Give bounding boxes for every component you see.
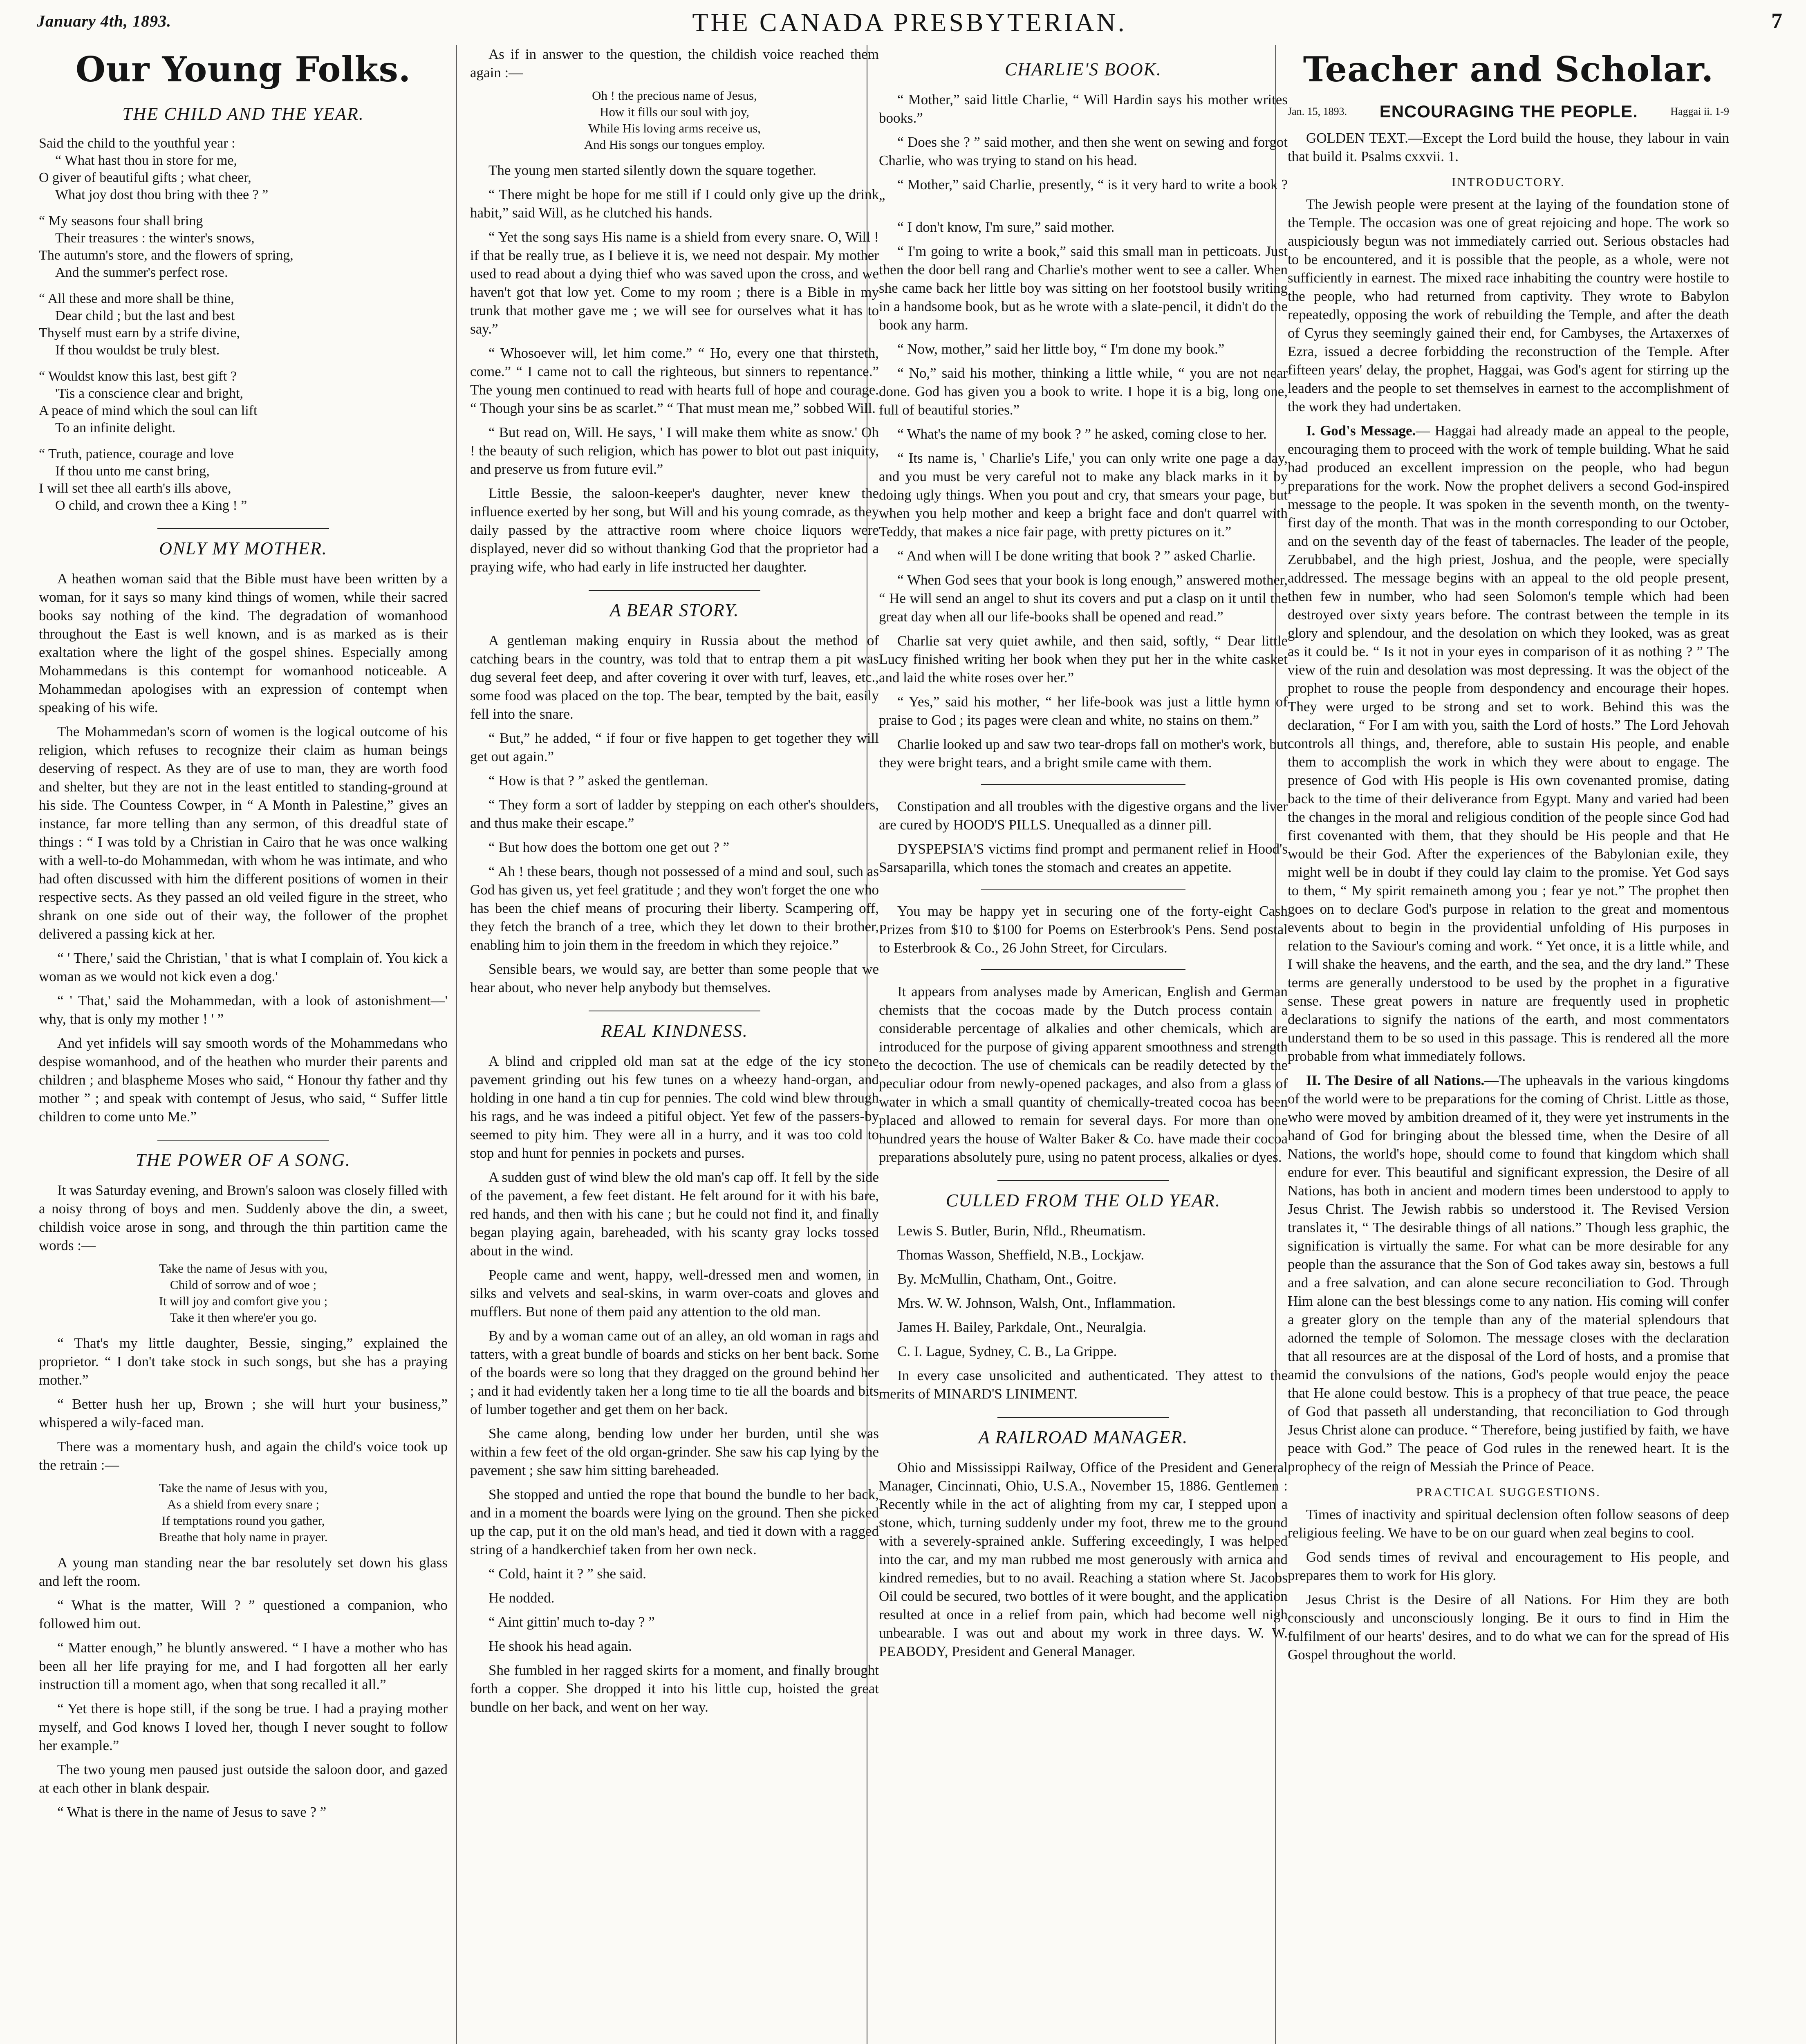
poem-stanza xyxy=(39,368,448,437)
column-3 xyxy=(879,45,1288,2044)
column-rule xyxy=(456,45,457,2044)
advert-esterbrook: You may be happy yet in securing one of the forty-eight Cash Prizes from $10 to $100 for Poems on Esterbrook's Pens. Send postal to Esterbrook & Co., 26 John Street, for Circulars. xyxy=(879,903,1288,956)
hymn-line: Breathe that holy name in prayer. xyxy=(159,1530,328,1544)
hymn-verse xyxy=(39,1260,448,1326)
paragraph: Sensible bears, we would say, are better than some people that we hear about, who never help anybody but themselves. xyxy=(470,961,879,995)
paragraph: A blind and crippled old man sat at the edge of the icy stone pavement grinding out his few tunes on a wheezy hand-organ, and holding in one hand a tin cup for pennies. The cold wind blew through his rags, and he was indeed a pitiful object. Yet few of the passers-by seemed to pity him. They were all in a hurry, and it was too cold to stop and hunt for pennies in pockets and purses. xyxy=(470,1053,879,1161)
paragraph: It was Saturday evening, and Brown's saloon was closely filled with a noisy throng of boys and men. Suddenly above the din, a sweet, childish voice arose in song, and through the thin partition came the words :— xyxy=(39,1182,448,1253)
hymn-line: Oh ! the precious name of Jesus, xyxy=(592,88,757,103)
paragraph: “ How is that ? ” asked the gentleman. xyxy=(488,773,708,789)
testimonial-line: Thomas Wasson, Sheffield, N.B., Lockjaw. xyxy=(897,1247,1145,1263)
paragraph: By and by a woman came out of an alley, an old woman in rags and tatters, with a great bundle of boards and sticks on her bent back. Some of the boards were so long that they dragged on the ground behind her ; and it had evidently taken her a long time to tie all the boards and bits of lumber together and get them on her back. xyxy=(470,1328,879,1417)
poem-line: Their treasures : the winter's snows, xyxy=(55,231,255,246)
paragraph: “ Yet there is hope still, if the song be true. I had a praying mother myself, and God knows I loved her, though I never sought to follow her example.” xyxy=(39,1701,448,1753)
testimonial-line: Mrs. W. W. Johnson, Walsh, Ont., Inflammation. xyxy=(897,1295,1176,1311)
testimonial-line: James H. Bailey, Parkdale, Ont., Neuralgia. xyxy=(897,1319,1147,1335)
hymn-line: While His loving arms receive us, xyxy=(588,121,761,135)
paragraph: Ohio and Mississippi Railway, Office of the President and General Manager, Cincinnati, Ohio, U.S.A., November 15, 1886. Gentlemen : Recently while in the act of alighting from my car, I stepped upon a stone, which, turning suddenly under my foot, threw me to the ground with a severely-sprained ankle. Suffering exceedingly, I was helped into the car, and my man rubbed me most generously with arnica and kindred remedies, but to no avail. Reaching a station where St. Jacobs Oil could be secured, two bottles of it were bought, and the application resulted at once in a relief from pain, which had become well nigh unbearable. I was out and about my work in three days. W. W. PEABODY, President and General Manager. xyxy=(879,1459,1288,1659)
paragraph: “ Better hush her up, Brown ; she will hurt your business,” whispered a wily-faced man. xyxy=(39,1396,448,1430)
paragraph: “ Yes,” said his mother, “ her life-book was just a little hymn of praise to God ; its pages were clean and white, no stains on them.” xyxy=(879,694,1288,728)
poem-line: Said the child to the youthful year : xyxy=(39,136,235,151)
paragraph: “ ' That,' said the Mohammedan, with a look of astonishment—' why, that is only my mother ! ' ” xyxy=(39,993,448,1027)
paragraph: “ What is there in the name of Jesus to save ? ” xyxy=(57,1804,327,1820)
poem-stanza xyxy=(39,290,448,359)
poem-line: If thou wouldst be truly blest. xyxy=(55,343,220,358)
lead-in: II. The Desire of all Nations. xyxy=(1306,1072,1485,1088)
paragraph: And yet infidels will say smooth words of the Mohammedans who despise womanhood, and of the heathen who murder their parents and children ; and blaspheme Moses who said, “ Honour thy father and thy mother ” ; and speak with contempt of Jesus, who said, “ Suffer little children to come unto Me.” xyxy=(39,1035,448,1125)
paragraph: “ That's my little daughter, Bessie, singing,” explained the proprietor. “ I don't take stock in such songs, but she has a praying mother.” xyxy=(39,1335,448,1388)
section-heading-teacher-scholar: Teacher and Scholar. xyxy=(1303,49,1714,90)
paragraph: “ What is the matter, Will ? ” questioned a companion, who followed him out. xyxy=(39,1597,448,1632)
paragraph: She stopped and untied the rope that bound the bundle to her back, and in a moment the boards were lying on the ground. Then she picked up the cap, put it on the old man's head, and tied it down with a ragged string of a handkerchief taken from her own neck. xyxy=(470,1486,879,1558)
poem-line: The autumn's store, and the flowers of spring, xyxy=(39,248,294,263)
column-1 xyxy=(39,45,448,2044)
hymn-line: If temptations round you gather, xyxy=(161,1513,325,1528)
paragraph-body: —The upheavals in the various kingdoms of the world were to be preparations for the coming of Christ. Little as those, who were moved by ambition dreamed of it, they were yet instruments in the hand of God for bringing about the blessed time, when the Desire of all Nations, the world's hope, should come to found that kingdom which shall endure for ever. This beautiful and significant expression, the Desire of all Nations, has both in ancient and modern times been understood to apply to Jesus Christ. The Jewish rabbis so understood it. The Revised Version translates it, “ The desirable things of all nations.” Though less graphic, the signification is virtually the same. For what can be more desirable for any people than the assurance that the Son of God takes away sin, bestows a full and a free salvation, and can alone secure reconciliation to God. Through Him alone can the best blessings come to any nation. His coming will confer a greater glory on the temple than any of the material splendours that adorned the temple of Solomon. The message closes with the declaration that all resources are at the disposal of the Lord of hosts, and a promise that amid the convulsions of the nations, God's people would enjoy the peace that He alone could bestow. This is a prophecy of that true peace, the peace of God that passeth all understanding, that reconciliation to God through Jesus Christ alone can produce. “ Therefore, being justified by faith, we have peace with God.” The peace of God rules in the renewed heart. It is the prophecy of the reign of Messiah the Prince of Peace. xyxy=(1288,1072,1729,1475)
paragraph: “ ' There,' said the Christian, ' that is what I complain of. You kick a woman as we would not kick even a dog.' xyxy=(39,950,448,984)
paragraph: Times of inactivity and spiritual declension often follow seasons of deep religious feeling. We have to be on our guard when zeal begins to cool. xyxy=(1288,1506,1729,1541)
paragraph: There was a momentary hush, and again the child's voice took up the retrain :— xyxy=(39,1439,448,1473)
paragraph: People came and went, happy, well-dressed men and women, in silks and velvets and seal-skins, in warm over-coats and gloves and mufflers. But none of them paid any attention to the old man. xyxy=(470,1267,879,1320)
section-heading-young-folks: Our Young Folks. xyxy=(75,49,411,90)
paragraph: The Mohammedan's scorn of women is the logical outcome of his religion, which refuses to recognize their claim as human beings deserving of respect. As they are of use to man, they are worth food and shelter, but they are not in the least entitled to standing-ground at his side. The Countess Cowper, in “ A Month in Palestine,” gives an instance, far more telling than any sermon, of this dreadful state of things : “ I was told by a Christian in Cairo that he was once walking with a well-to-do Mohammedan, with whom he was intimate, and who had often discussed with him the different positions of women in their respective sects. As they passed an old veiled figure in the street, who shrank on one side out of their way, the follower of the prophet delivered a passing kick at her. xyxy=(39,724,448,942)
lesson-title: ENCOURAGING THE PEOPLE. xyxy=(1379,102,1638,121)
hymn-line: It will joy and comfort give you ; xyxy=(159,1294,328,1308)
paragraph: “ They form a sort of ladder by stepping on each other's shoulders, and thus make their escape.” xyxy=(470,797,879,831)
issue-date: January 4th, 1893. xyxy=(37,12,172,30)
paragraph xyxy=(1288,421,1729,1065)
poem-line: If thou unto me canst bring, xyxy=(55,464,210,479)
paragraph-body: — Haggai had already made an appeal to the people, encouraging them to proceed with the work of temple building. What he said had produced an excellent impression on the people, who had begun preparations for the work. Now the prophet delivers a second God-inspired message to the people. It was spoken in the seventh month, on the twenty-first day of the month. That was in the month corresponding to our October, and on the seventh day of the feast of tabernacles. The leader of the people, Zerubbabel, and the high priest, Joshua, and the people, were specially addressed. The message begins with an appeal to the old people present, then few in number, who had seen Solomon's temple which had been destroyed over sixty years before. The contrast between the temple in its glory and splendour, and the desolation on which they looked, was as great as it could be. “ Is it not in your eyes in comparison of it as nothing ? ” The view of the ruin and desolation was most depressing. It was the object of the prophet to rouse the people from despondency and encourage their hopes. They were urged to be strong and set to work. Behind this was the declaration, “ For I am with you, saith the Lord of hosts.” The Lord Jehovah controls all things, and, therefore, able to sustain His people, and enable them to accomplish the work in which they were about to engage. The presence of God with His people is His own covenanted promise, dating back to the time of their deliverance from Egypt. Many and varied had been the changes in the moral and religious condition of the people since God had first covenanted with them, that they should be His people and that He would be their God. After the experiences of the Babylonian exile, they might well be in doubt if they could lay claim to the promise. Yet God says to them, “ My spirit remaineth among you ; fear ye not.” The prophet then goes on to declare God's purpose in relation to the great and momentous events about to begin in the providential unfolding of His purposes in relation to the Saviour's coming and work. “ Yet once, it is a little while, and I will shake the heavens, and the earth, and the sea, and the dry land.” These terms are generally understood to be used by the prophet in a figurative sense. These great powers in nature are frequently used in prophetic declarations to signify the nations of the earth, and most commentators understand them to be so used in this passage. This is rendered all the more probable from what immediately follows. xyxy=(1288,423,1729,1064)
paragraph: Little Bessie, the saloon-keeper's daughter, never knew the influence exerted by her song, but Will and his young comrade, as they daily passed by the attractive room where choice liquors were displayed, never did so without thanking God that the proprietor had a praying wife, who had early in life instructed her daughter. xyxy=(470,485,879,575)
paragraph: “ Matter enough,” he bluntly answered. “ I have a mother who has been all her life praying for me, and I had forgotten all her early instruction till a moment ago, when that song recalled it all.” xyxy=(39,1640,448,1692)
poem-line: Thyself must earn by a strife divine, xyxy=(39,325,240,341)
page-number: 7 xyxy=(1771,9,1782,33)
divider xyxy=(981,784,1185,785)
article-title: ONLY MY MOTHER. xyxy=(39,528,448,559)
article-title: REAL KINDNESS. xyxy=(470,1011,879,1041)
poem-line: And the summer's perfect rose. xyxy=(55,265,228,280)
hymn-line: Take it then where'er you go. xyxy=(170,1310,317,1325)
poem-line: What joy dost thou bring with thee ? ” xyxy=(55,187,269,202)
paragraph: “ But,” he added, “ if four or five happen to get together they will get out again.” xyxy=(470,730,879,764)
poem-line: I will set thee all earth's ills above, xyxy=(39,481,231,496)
poem-line: O giver of beautiful gifts ; what cheer, xyxy=(39,170,251,185)
paragraph: A gentleman making enquiry in Russia about the method of catching bears in the country, was told that to entrap them a pit was dug several feet deep, and after covering it over with turf, leaves, etc., some food was placed on the top. The bear, tempted by the bait, easily fell into the snare. xyxy=(470,632,879,722)
subheading: PRACTICAL SUGGESTIONS. xyxy=(1416,1486,1601,1499)
golden-text: GOLDEN TEXT.—Except the Lord build the house, they labour in vain that build it. Psalms cxxvii. 1. xyxy=(1288,130,1729,164)
divider xyxy=(981,969,1185,970)
article-title: A BEAR STORY. xyxy=(470,590,879,621)
paragraph: “ But read on, Will. He says, ' I will make them white as snow.' Oh ! the beauty of such religion, which has power to blot out past iniquity, and preserve us from future evil.” xyxy=(470,424,879,477)
paragraph: A young man standing near the bar resolutely set down his glass and left the room. xyxy=(39,1555,448,1589)
paragraph: “ Its name is, ' Charlie's Life,' you can only write one page a day, and you must be very careful not to make any black marks in it by doing ugly things. When you pout and cry, that smears your page, but when you help mother and keep a bright face and don't quarrel with Teddy, that makes a nice fair page, with pretty pictures on it.” xyxy=(879,450,1288,540)
paragraph xyxy=(1288,1071,1729,1476)
paragraph: Jesus Christ is the Desire of all Nations. For Him they are both consciously and unconsciously longing. Be it ours to find in Him the fulfilment of our hearts' desires, and to do what we can for the spread of His Gospel throughout the world. xyxy=(1288,1591,1729,1663)
column-4 xyxy=(1288,45,1729,2044)
poem-line: “ All these and more shall be thine, xyxy=(39,291,234,306)
paragraph: “ What's the name of my book ? ” he asked, coming close to her. xyxy=(897,426,1267,442)
advert-hoods-pills: Constipation and all troubles with the digestive organs and the liver are cured by HOOD'S PILLS. Unequalled as a dinner pill. xyxy=(879,798,1288,833)
poem-line: A peace of mind which the soul can lift xyxy=(39,403,258,418)
poem-stanza xyxy=(39,135,448,204)
advert-hoods-sarsaparilla: DYSPEPSIA'S victims find prompt and permanent relief in Hood's Sarsaparilla, which tones the stomach and creates an appetite. xyxy=(879,841,1288,875)
paragraph: “ Does she ? ” said mother, and then she went on sewing and forgot Charlie, who was trying to stand on his head. xyxy=(879,134,1288,168)
paragraph: God sends times of revival and encouragement to His people, and prepares them to work for His glory. xyxy=(1288,1549,1729,1583)
hymn-line: Child of sorrow and of woe ; xyxy=(170,1278,317,1292)
poem-line: “ Wouldst know this last, best gift ? xyxy=(39,369,237,384)
paragraph: “ I don't know, I'm sure,” said mother. xyxy=(897,219,1115,235)
subheading: INTRODUCTORY. xyxy=(1452,175,1565,189)
testimonial-line: By. McMullin, Chatham, Ont., Goitre. xyxy=(897,1271,1117,1287)
paragraph: “ I'm going to write a book,” said this small man in petticoats. Just then the door bell rang and Charlie's mother went to see a caller. When she came back her little boy was sitting on her footstool busily writing in a handsome book, but as he wrote with a slate-pencil, it didn't do the book any harm. xyxy=(879,243,1288,333)
paragraph: “ Whosoever will, let him come.” “ Ho, every one that thirsteth, come.” “ I came not to call the righteous, but sinners to repentance.” The young men continued to read with hearts full of hope and courage. “ Though your sins be as scarlet.” “ That must mean me,” sobbed Will. xyxy=(470,345,879,416)
lesson-reference: Haggai ii. 1-9 xyxy=(1670,105,1729,117)
paragraph: “ When God sees that your book is long enough,” answered mother, “ He will send an angel to shut its covers and put a clasp on it until the great day when all our life-books shall be opened and read.” xyxy=(879,572,1288,625)
article-title: A RAILROAD MANAGER. xyxy=(879,1417,1288,1448)
divider xyxy=(981,889,1185,890)
poem-line: 'Tis a conscience clear and bright, xyxy=(55,386,243,401)
paragraph: “ Cold, haint it ? ” she said. xyxy=(488,1566,646,1582)
poem-line: “ My seasons four shall bring xyxy=(39,213,203,229)
paragraph: “ Mother,” said little Charlie, “ Will Hardin says his mother writes books.” xyxy=(879,92,1288,126)
article-title: THE POWER OF A SONG. xyxy=(39,1140,448,1170)
hymn-verse xyxy=(470,87,879,153)
paragraph: “ Ah ! these bears, though not possessed of a mind and soul, such as God has given us, yet feel gratitude ; and they won't forget the one who has been the chief means of procuring their liberty. Scampering off, they fetch the branch of a tree, which they let down to their brother, enabling him to join them in the freedom in which they rejoice.” xyxy=(470,863,879,953)
lead-in: I. God's Message. xyxy=(1306,423,1416,439)
testimonial-line: Lewis S. Butler, Burin, Nfld., Rheumatism. xyxy=(897,1223,1146,1239)
paragraph: “ Aint gittin' much to-day ? ” xyxy=(488,1614,655,1630)
hymn-line: And His songs our tongues employ. xyxy=(584,137,765,152)
paragraph: “ There might be hope for me still if I could only give up the drink habit,” said Will, as he clutched his hands. xyxy=(470,186,879,221)
paragraph: In every case unsolicited and authenticated. They attest to the merits of MINARD'S LINIMENT. xyxy=(879,1367,1288,1402)
masthead xyxy=(37,7,1782,36)
paragraph: “ Mother,” said Charlie, presently, “ is it very hard to write a book ? ” xyxy=(879,177,1288,211)
paragraph: Charlie looked up and saw two tear-drops fall on mother's work, but they were bright tears, and a bright smile came with them. xyxy=(879,736,1288,771)
paragraph: The Jewish people were present at the laying of the foundation stone of the Temple. The occasion was one of great rejoicing and hope. The work so auspiciously begun was not immediately carried out. Serious obstacles had to be encountered, and it is possible that the people, as a whole, were not sufficiently in earnest. The mixed race inhabiting the country were hostile to the people, who had returned from captivity. They wrote to Babylon repeatedly, opposing the work of rebuilding the Temple, and after the death of Cyrus they seemingly gained their end, for Cambyses, the Artaxerxes of Ezra, issued a decree forbidding the reconstruction of the Temple. After fifteen years' delay, the prophet, Haggai, was God's agent for stirring up the leaders and the people to set themselves in earnest to the accomplishment of the work they had undertaken. xyxy=(1288,196,1729,415)
testimonial-line: C. I. Lague, Sydney, C. B., La Grippe. xyxy=(897,1343,1117,1359)
paragraph: He nodded. xyxy=(488,1590,555,1606)
paragraph: The two young men paused just outside the saloon door, and gazed at each other in blank despair. xyxy=(39,1762,448,1796)
hymn-line: How it fills our soul with joy, xyxy=(600,105,749,119)
advert-cocoa: It appears from analyses made by American, English and German chemists that the cocoas made by the Dutch process contain a considerable percentage of alkalies and other chemicals, which are introduced for the purpose of giving apparent smoothness and strength to the decoction. The use of chemicals can be readily detected by the peculiar odour from newly-opened packages, and also from a glass of water in which a small quantity of chemically-treated cocoa has been placed and allowed to remain for several days. For more than one hundred years the house of Walter Baker & Co. have made their cocoa preparations absolutely pure, using no patent process, alkalies or dyes. xyxy=(879,984,1288,1165)
paragraph: “ And when will I be done writing that book ? ” asked Charlie. xyxy=(897,548,1256,564)
hymn-verse xyxy=(39,1480,448,1545)
hymn-line: As a shield from every snare ; xyxy=(167,1497,319,1511)
hymn-line: Take the name of Jesus with you, xyxy=(159,1481,327,1495)
paragraph: A sudden gust of wind blew the old man's cap off. It fell by the side of the pavement, a few feet distant. He felt around for it with his bare, red hands, and then with his cane ; but he could not find it, and finally began playing again, bareheaded, with his scanty gray locks tossed about in the wind. xyxy=(470,1169,879,1259)
paragraph: She fumbled in her ragged skirts for a moment, and finally brought forth a copper. She dropped it into his little cup, hoisted the great bundle on her back, and went on her way. xyxy=(470,1662,879,1715)
poem-line: To an infinite delight. xyxy=(55,420,176,435)
article-title: CULLED FROM THE OLD YEAR. xyxy=(879,1180,1288,1211)
poem-line: Dear child ; but the last and best xyxy=(55,308,235,323)
paragraph: Charlie sat very quiet awhile, and then said, softly, “ Dear little Lucy finished writing her book when they put her in the white casket and laid the white roses over her.” xyxy=(879,633,1288,686)
column-2 xyxy=(470,45,879,2044)
paragraph: “ But how does the bottom one get out ? ” xyxy=(488,839,730,855)
hymn-line: Take the name of Jesus with you, xyxy=(159,1261,327,1275)
paragraph: She came along, bending low under her burden, until she was within a few feet of the old organ-grinder. She saw his cap lying by the pavement ; she saw him sitting bareheaded. xyxy=(470,1425,879,1478)
article-title: THE CHILD AND THE YEAR. xyxy=(122,104,364,124)
poem-line: “ What hast thou in store for me, xyxy=(55,153,238,168)
poem-line: “ Truth, patience, courage and love xyxy=(39,446,234,462)
paragraph: A heathen woman said that the Bible must have been written by a woman, for it says so many kind things of women, while their sacred books say nothing of the kind. The degradation of womanhood throughout the East is well known, and is as marked as is their exaltation where the light of the gospel shines. Especially among Mohammedans is this contempt for womanhood noticeable. A Mohammedan apologises with an expression of contempt when speaking of his wife. xyxy=(39,571,448,715)
paragraph: “ Yet the song says His name is a shield from every snare. O, Will ! if that be really true, as I believe it is, we need not despair. My mother used to read about a dying thief who was saved upon the cross, and we haven't got that low yet. Come to my room ; there is a Bible in my trunk that mother gave me ; we will see for ourselves what it has to say.” xyxy=(470,229,879,337)
poem-stanza xyxy=(39,446,448,514)
article-title: CHARLIE'S BOOK. xyxy=(1004,59,1162,79)
paragraph: As if in answer to the question, the childish voice reached them again :— xyxy=(470,46,879,81)
paragraph: “ Now, mother,” said her little boy, “ I'm done my book.” xyxy=(897,341,1225,357)
paragraph: He shook his head again. xyxy=(488,1638,632,1654)
paragraph: “ No,” said his mother, thinking a little while, “ you are not near done. God has given you a book to write. I hope it is a big, long one, full of beautiful stories.” xyxy=(879,365,1288,418)
paragraph: The young men started silently down the square together. xyxy=(488,162,816,178)
newspaper-title: THE CANADA PRESBYTERIAN. xyxy=(692,8,1127,37)
lesson-header xyxy=(1288,102,1729,121)
poem-stanza xyxy=(39,213,448,281)
poem-line: O child, and crown thee a King ! ” xyxy=(55,498,247,513)
lesson-date: Jan. 15, 1893. xyxy=(1288,105,1347,117)
